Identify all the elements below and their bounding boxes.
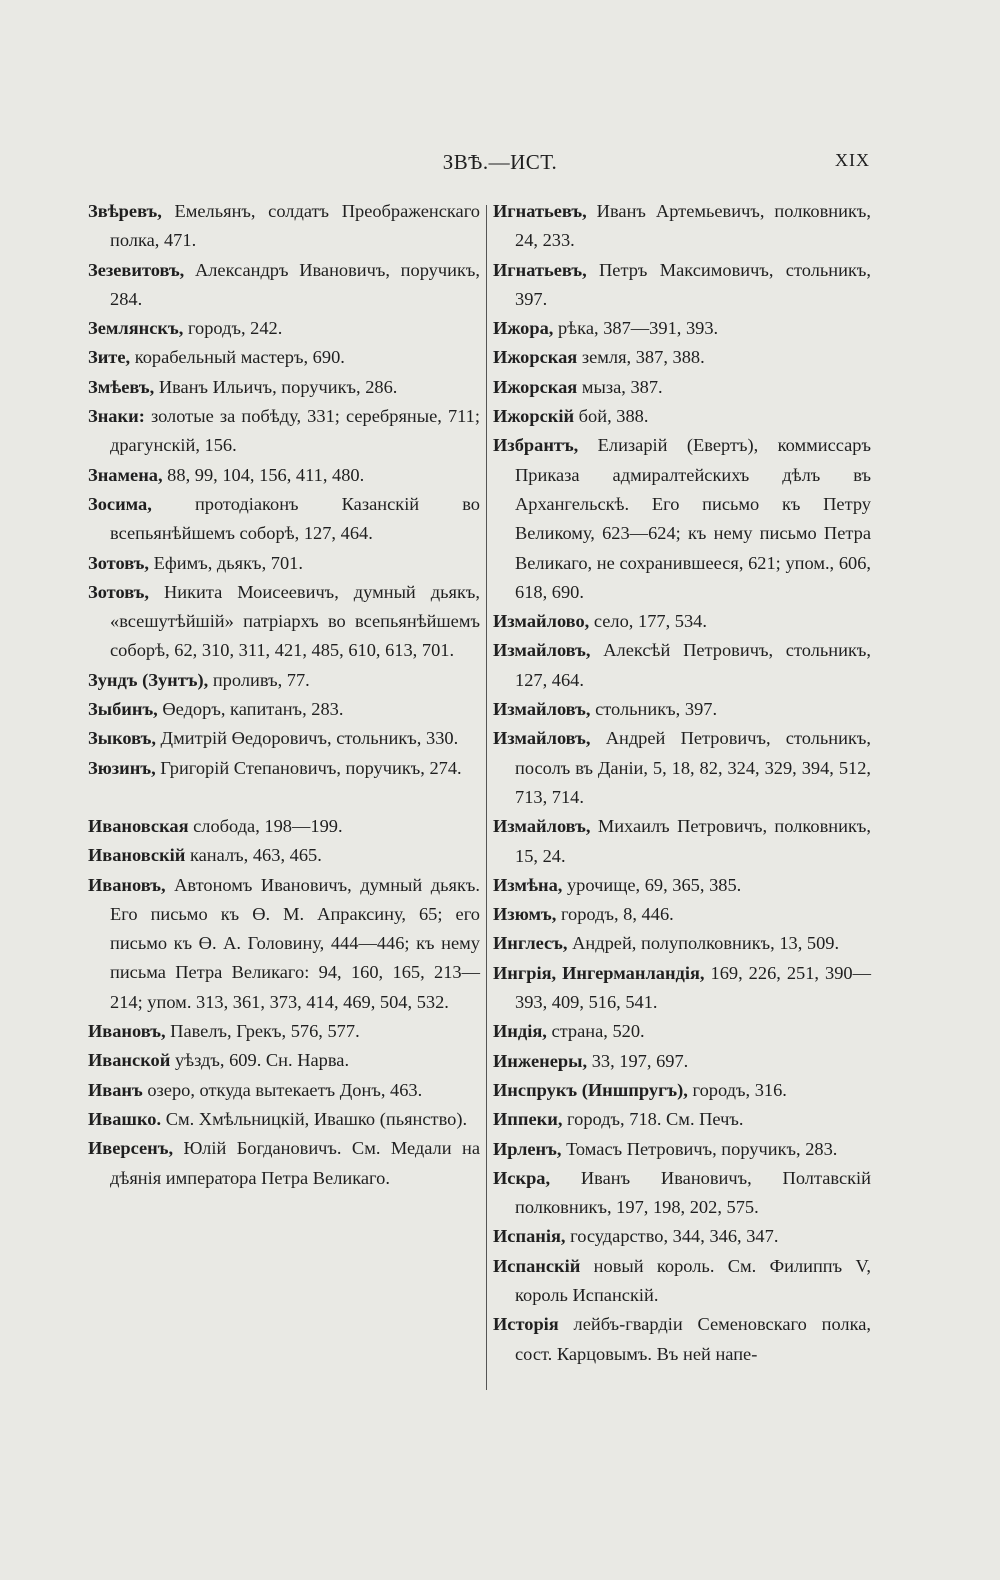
index-text: корабельный мастеръ, 690.: [130, 347, 345, 368]
index-term: Ивановская: [88, 815, 189, 836]
index-term: Инспрукъ (Иншпругъ),: [493, 1079, 688, 1100]
index-term: Ивашко.: [88, 1108, 162, 1129]
index-term: Измайловъ,: [493, 699, 591, 720]
index-term: Знамена,: [88, 464, 163, 485]
index-text: Григорій Степановичъ, поручикъ, 274.: [155, 757, 462, 778]
index-text: Юлій Богдановичъ. См. Медали на дѣянія императора Петра Великаго.: [110, 1138, 480, 1188]
index-term: Зосима,: [88, 493, 152, 514]
index-text: стольникъ, 397.: [590, 699, 718, 720]
index-term: Ивановскій: [88, 845, 186, 866]
index-term: Измѣна,: [493, 874, 563, 895]
index-text: Иванъ Артемьевичъ, полковникъ, 24, 233.: [515, 201, 871, 251]
index-entry: [493, 1017, 871, 1046]
index-entry: [88, 373, 480, 402]
running-title: ЗВѢ.—ИСТ.: [442, 150, 558, 174]
index-text: село, 177, 534.: [589, 611, 707, 632]
index-text: Дмитрій Өедоровичъ, стольникъ, 330.: [155, 728, 459, 749]
index-term: Инженеры,: [493, 1050, 588, 1071]
index-column-right: [493, 197, 871, 1369]
index-entry: [88, 666, 480, 695]
column-divider: [486, 205, 487, 1390]
index-entry: [88, 461, 480, 490]
index-entry: [88, 841, 480, 870]
index-term: Иверсенъ,: [88, 1138, 174, 1159]
index-entry: [88, 256, 480, 315]
index-text: городъ, 242.: [183, 318, 283, 339]
index-text: новый король. См. Филиппъ V, король Испанскій.: [515, 1255, 871, 1305]
index-text: озеро, откуда вытекаетъ Донъ, 463.: [142, 1079, 423, 1100]
index-entry: [493, 1135, 871, 1164]
index-entry: [88, 812, 480, 841]
index-term: Измайловъ,: [493, 816, 591, 837]
index-entry: [493, 402, 871, 431]
index-entry: [493, 1105, 871, 1134]
index-entry: [493, 636, 871, 695]
index-term: Зундъ (Зунтъ),: [88, 669, 209, 690]
index-term: Изюмъ,: [493, 904, 557, 925]
index-entry: [493, 929, 871, 958]
index-text: урочище, 69, 365, 385.: [562, 874, 742, 895]
index-term: Ижора,: [493, 318, 554, 339]
index-entry: [88, 1134, 480, 1193]
index-text: городъ, 8, 446.: [556, 904, 674, 925]
index-term: Зыбинъ,: [88, 699, 158, 720]
index-text: Ефимъ, дьякъ, 701.: [148, 552, 303, 573]
index-text: Петръ Максимовичъ, стольникъ, 397.: [515, 259, 871, 309]
index-entry: [493, 197, 871, 256]
index-entry: [493, 314, 871, 343]
index-entry: [493, 724, 871, 812]
index-term: Зюзинъ,: [88, 757, 156, 778]
index-entry: [493, 1252, 871, 1311]
index-term: Землянскъ,: [88, 318, 184, 339]
index-term: Знаки:: [88, 406, 145, 427]
index-text: Андрей, полуполковникъ, 13, 509.: [567, 933, 840, 954]
index-text: городъ, 316.: [687, 1079, 787, 1100]
index-text: государство, 344, 346, 347.: [565, 1226, 779, 1247]
index-term: Зите,: [88, 347, 131, 368]
index-term: Звѣревъ,: [88, 201, 162, 221]
index-entry: [493, 1310, 871, 1369]
index-term: Зотовъ,: [88, 552, 149, 573]
index-term: Иванской: [88, 1050, 171, 1071]
index-text: Иванъ Ивановичъ, Полтавскій полковникъ, 197, 198, 202, 575.: [515, 1167, 871, 1218]
index-term: Испанія,: [493, 1226, 566, 1247]
index-term: Искра,: [493, 1167, 551, 1188]
index-text: 33, 197, 697.: [587, 1050, 689, 1071]
index-entry: [493, 871, 871, 900]
index-entry: [493, 1222, 871, 1251]
section-gap: [88, 783, 480, 812]
index-entry: [493, 1047, 871, 1076]
index-text: бой, 388.: [574, 406, 649, 427]
index-term: Иппеки,: [493, 1109, 563, 1130]
index-text: рѣка, 387—391, 393.: [553, 318, 719, 339]
index-entry: [88, 871, 480, 1017]
index-text: городъ, 718. См. Печъ.: [562, 1109, 744, 1130]
index-text: Никита Моисеевичъ, думный дьякъ, «всешутѣйшій» патріархъ во всепьянѣйшемъ соборѣ, 62, 310, 311, 421, 485, 610, 613, 701.: [110, 581, 480, 661]
index-term: Иванъ: [88, 1079, 143, 1100]
index-text: Андрей Петровичъ, стольникъ, посолъ въ Даніи, 5, 18, 82, 324, 329, 394, 512, 713, 714.: [515, 728, 871, 807]
index-term: Игнатьевъ,: [493, 201, 587, 221]
index-term: Измайлово,: [493, 611, 590, 632]
index-term: Змѣевъ,: [88, 376, 155, 397]
index-text: проливъ, 77.: [208, 669, 310, 690]
index-text: слобода, 198—199.: [188, 815, 343, 836]
index-term: Ижорская: [493, 376, 578, 397]
index-term: Исторія: [493, 1314, 559, 1335]
index-entry: [88, 1076, 480, 1105]
index-term: Зотовъ,: [88, 581, 149, 602]
index-text: страна, 520.: [546, 1021, 645, 1042]
index-column-left: [88, 197, 480, 1193]
index-text: мыза, 387.: [577, 376, 663, 397]
index-entry: [88, 1105, 480, 1134]
index-entry: [493, 1164, 871, 1223]
index-entry: [88, 490, 480, 549]
page-number: XIX: [835, 150, 870, 170]
index-entry: [88, 549, 480, 578]
index-entry: [493, 607, 871, 636]
index-term: Зезевитовъ,: [88, 259, 185, 280]
index-entry: [493, 812, 871, 871]
index-text: Михаилъ Петровичъ, полковникъ, 15, 24.: [515, 816, 871, 866]
index-entry: [493, 695, 871, 724]
index-entry: [88, 314, 480, 343]
index-text: Өедоръ, капитанъ, 283.: [157, 699, 344, 720]
index-term: Зыковъ,: [88, 728, 156, 749]
index-term: Ивановъ,: [88, 874, 166, 895]
index-entry: [493, 256, 871, 315]
index-text: Томасъ Петровичъ, поручикъ, 283.: [561, 1138, 838, 1159]
index-text: 88, 99, 104, 156, 411, 480.: [162, 464, 365, 485]
index-entry: [88, 197, 480, 256]
index-term: Инглесъ,: [493, 933, 568, 954]
index-text: Павелъ, Грекъ, 576, 577.: [165, 1021, 360, 1042]
running-head: [0, 150, 1000, 174]
index-term: Ирленъ,: [493, 1138, 562, 1159]
index-term: Измайловъ,: [493, 640, 591, 661]
index-term: Ивановъ,: [88, 1021, 166, 1042]
index-entry: [88, 343, 480, 372]
index-entry: [493, 900, 871, 929]
index-entry: [88, 402, 480, 461]
index-text: 169, 226, 251, 390—393, 409, 516, 541.: [515, 962, 871, 1013]
index-term: Индія,: [493, 1021, 547, 1042]
index-text: земля, 387, 388.: [577, 347, 705, 368]
index-entry: [493, 373, 871, 402]
index-term: Ижорскій: [493, 406, 575, 427]
index-entry: [88, 754, 480, 783]
index-term: Ижорская: [493, 347, 578, 368]
index-entry: [88, 695, 480, 724]
index-text: лейбъ-гвардіи Семеновскаго полка, сост. Карцовымъ. Въ ней напе-: [515, 1314, 871, 1364]
index-text: протодіаконъ Казанскій во всепьянѣйшемъ соборѣ, 127, 464.: [110, 493, 480, 544]
index-entry: [493, 1076, 871, 1105]
index-entry: [493, 431, 871, 607]
index-entry: [88, 1046, 480, 1075]
index-entry: [88, 724, 480, 753]
index-text: Иванъ Ильичъ, поручикъ, 286.: [154, 376, 398, 397]
index-text: Елизарій (Евертъ), коммиссаръ Приказа адмиралтейскихъ дѣлъ въ Архангельскѣ. Его письмо къ Петру Великому, 623—624; къ нему письмо Петра Великаго, не сохранившееся, 621; упом., 606, 618, 690.: [515, 435, 871, 602]
index-text: Алексѣй Петровичъ, стольникъ, 127, 464.: [515, 640, 871, 690]
index-term: Измайловъ,: [493, 728, 591, 749]
index-term: Игнатьевъ,: [493, 259, 587, 280]
index-text: золотые за побѣду, 331; серебряные, 711; драгунскій, 156.: [110, 406, 480, 456]
index-text: каналъ, 463, 465.: [185, 845, 322, 866]
index-entry: [493, 343, 871, 372]
index-text: См. Хмѣльницкій, Ивашко (пьянство).: [161, 1108, 468, 1129]
index-entry: [88, 578, 480, 666]
index-term: Избрантъ,: [493, 435, 579, 456]
index-text: Емельянъ, солдатъ Преображенскаго полка, 471.: [110, 201, 480, 251]
index-text: Александръ Ивановичъ, поручикъ, 284.: [110, 259, 480, 309]
index-term: Ингрія, Ингерманландія,: [493, 962, 705, 983]
index-term: Испанскій: [493, 1255, 581, 1276]
index-entry: [493, 959, 871, 1018]
index-entry: [88, 1017, 480, 1046]
index-text: уѣздъ, 609. Сн. Нарва.: [170, 1050, 350, 1071]
index-text: Автономъ Ивановичъ, думный дьякъ. Его письмо къ Ө. М. Апраксину, 65; его письмо къ Ө. А. Головину, 444—446; къ нему письма Петра Великаго: 94, 160, 165, 213—214; упом. 313, 361, 373, 414, 469, 504, 532.: [110, 874, 480, 1012]
